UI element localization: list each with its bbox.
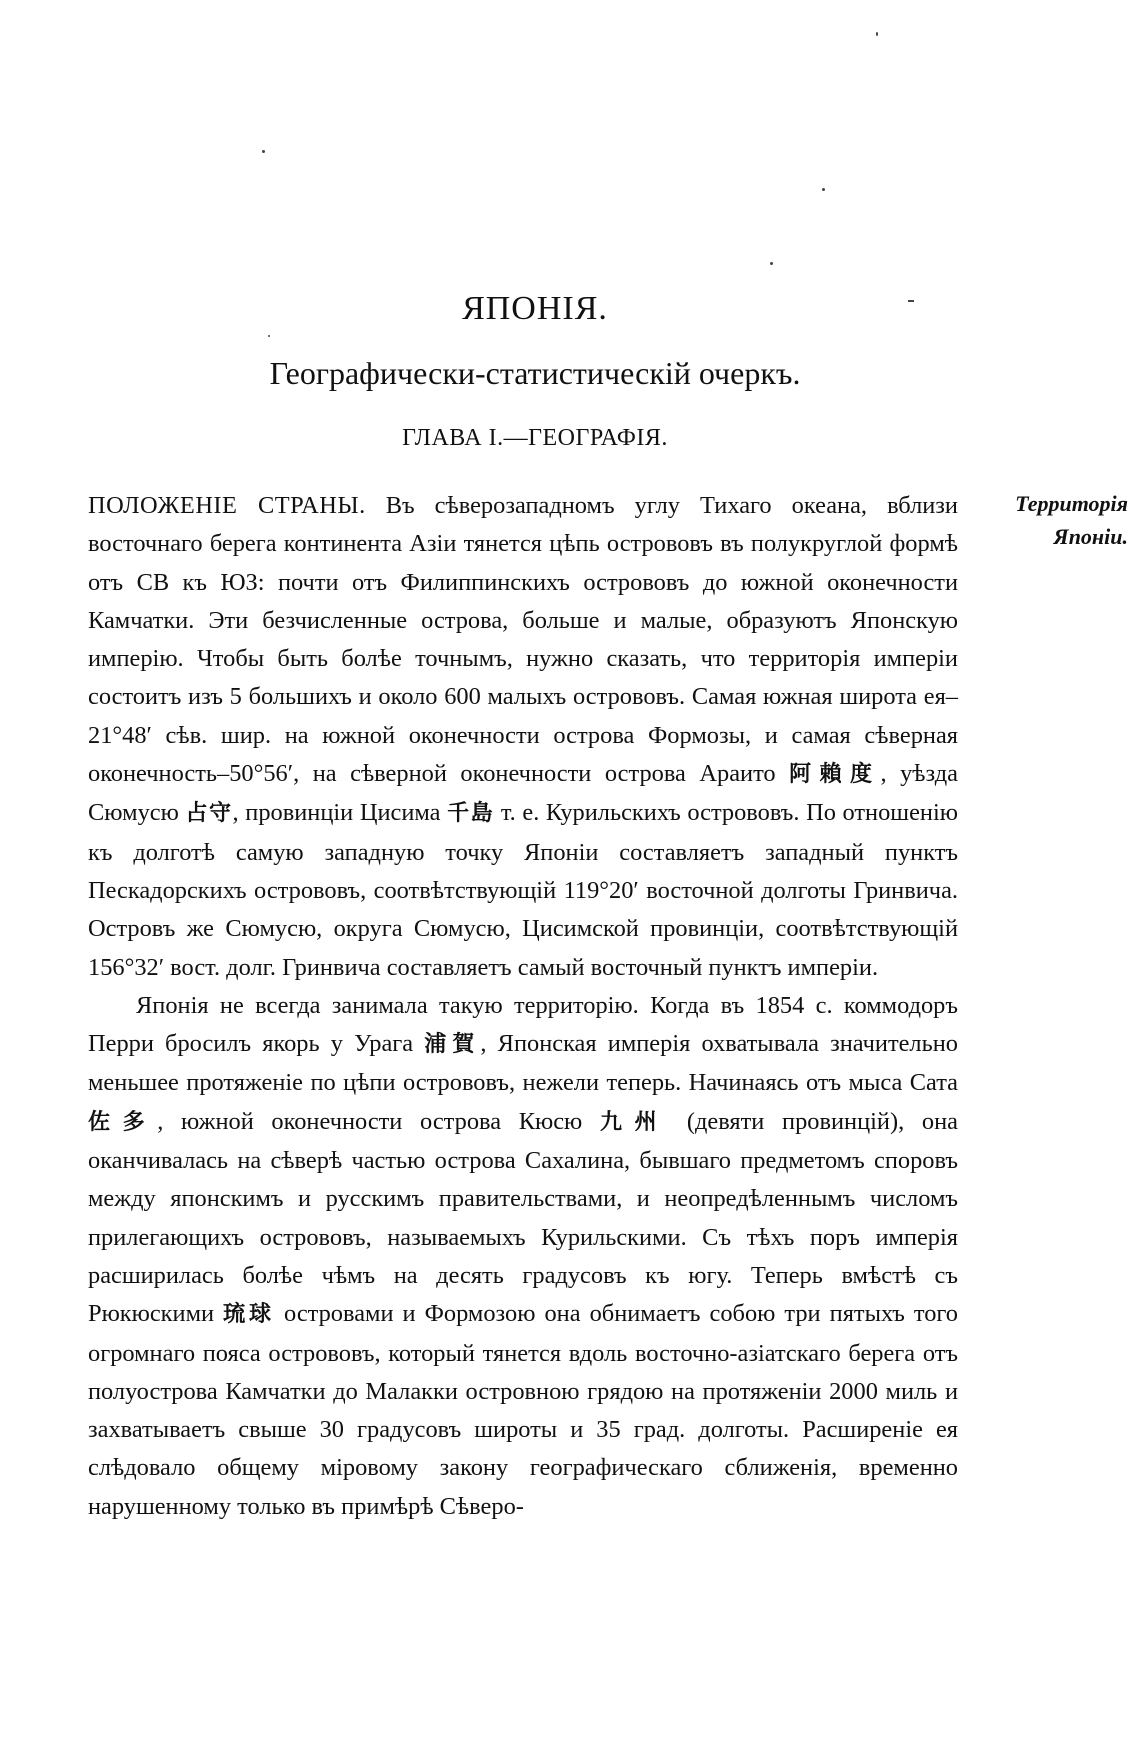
paragraph bbox=[88, 487, 958, 987]
body-text bbox=[88, 487, 958, 1526]
cjk-term: 阿賴度 bbox=[789, 762, 881, 788]
scan-speck bbox=[822, 188, 825, 191]
scan-speck bbox=[876, 32, 878, 36]
text-run: Въ сѣверозападномъ углу Тихаго океана, вблизи восточнаго берега континента Азіи тянется цѣпь острововъ въ полукруглой формѣ отъ СВ къ ЮЗ: почти отъ Филиппинскихъ острововъ до южной оконечности Камчатки. Эти безчисленные острова, больше и малые, образуютъ Японскую имперію. Чтобы быть болѣе точнымъ, нужно сказать, что территорія имперіи состоитъ изъ 5 большихъ и около 600 малыхъ острововъ. Самая южная широта ея–21°48′ сѣв. шир. на южной оконечности острова Формозы, и самая сѣверная оконечность–50°56′, на сѣверной оконечности острова Араито bbox=[88, 492, 958, 788]
text-run: , Японская имперія охватывала значительно меньшее протяженіе по цѣпи острововъ, нежели теперь. Начинаясь отъ мыса Сата bbox=[88, 1030, 958, 1097]
margin-note-line: Территорія bbox=[1015, 491, 1128, 516]
text-run: т. е. Курильскихъ острововъ. По отношенію къ долготѣ самую западную точку Японіи составляетъ западный пунктъ Пескадорскихъ острововъ, соотвѣтствующій 119°20′ восточной долготы Гринвича. Островъ же Сюмусю, округа Сюмусю, Цисимской провинціи, соотвѣтствующій 156°32′ вост. долг. Гринвича составляетъ самый восточный пунктъ имперіи. bbox=[88, 799, 958, 981]
scan-speck bbox=[770, 262, 773, 265]
cjk-term: 九州 bbox=[599, 1109, 670, 1135]
chapter-heading: ГЛАВА I.—ГЕОГРАФІЯ. bbox=[402, 425, 668, 451]
cjk-term: 佐多 bbox=[88, 1109, 158, 1135]
paragraph bbox=[88, 987, 958, 1526]
text-run: островами и Формозою она обнимаетъ собою три пятыхъ того огромнаго пояса острововъ, который тянется вдоль восточно-азіатскаго берега отъ полуострова Камчатки до Малакки островною грядою на протяженіи 2000 миль и захватываетъ свыше 30 градусовъ широты и 35 град. долготы. Расширеніе ея слѣдовало общему міровому закону географическаго сближенія, временно нарушенному только въ примѣрѣ Сѣверо- bbox=[88, 1300, 958, 1520]
text-run: Японія не всегда занимала такую территорію. Когда въ 1854 с. коммодоръ Перри бросилъ якорь у Урага bbox=[88, 991, 958, 1058]
cjk-term: 浦賀 bbox=[424, 1032, 481, 1058]
text-run: , провинціи Цисима bbox=[232, 799, 448, 827]
margin-note bbox=[978, 487, 1128, 553]
page-subtitle: Географически-статистическій очеркъ. bbox=[269, 355, 801, 391]
scan-speck bbox=[268, 335, 270, 337]
cjk-term: 占守 bbox=[185, 801, 233, 827]
section-lead: ПОЛОЖЕНІЕ СТРАНЫ. bbox=[88, 492, 366, 519]
text-run: , южной оконечности острова Кюсю bbox=[157, 1107, 600, 1135]
scan-speck bbox=[262, 150, 265, 153]
margin-note-line: Японіи. bbox=[1053, 524, 1128, 549]
cjk-term: 千島 bbox=[447, 801, 495, 827]
cjk-term: 琉球 bbox=[223, 1302, 275, 1328]
page-title: ЯПОНІЯ. bbox=[462, 290, 608, 327]
text-run: , уѣзда Сюмусю bbox=[88, 760, 958, 827]
text-run: (девяти провинцій), она оканчивалась на сѣверѣ частью острова Сахалина, бывшаго предметомъ споровъ между японскимъ и русскимъ правительствами, и неопредѣленнымъ числомъ прилегающихъ острововъ, называемыхъ Курильскими. Съ тѣхъ поръ имперія расширилась болѣе чѣмъ на десять градусовъ къ югу. Теперь вмѣстѣ съ Рюкюскими bbox=[88, 1107, 958, 1328]
